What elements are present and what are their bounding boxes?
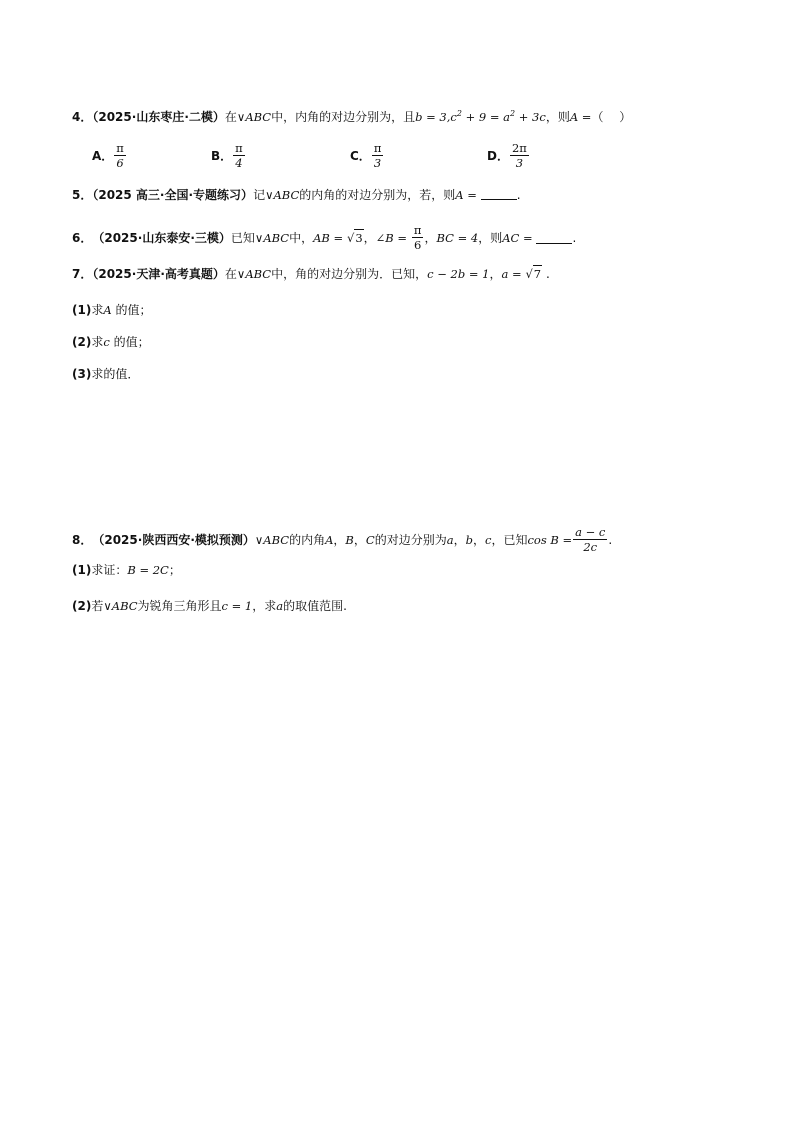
triangle-symbol: ∨ABC bbox=[236, 110, 272, 124]
question-source: （2025 高三·全国·专题练习） bbox=[92, 188, 254, 202]
question-7-part-3: (3)求的值． bbox=[72, 367, 140, 381]
question-source: （2025·陕西西安·模拟预测） bbox=[92, 532, 255, 547]
question-number: 7． bbox=[72, 267, 93, 281]
triangle-symbol: ∨ABC bbox=[254, 230, 290, 245]
condition: $b = 3,c^2 + 9 = a^2 + 3c$ bbox=[415, 109, 546, 124]
question-number: 6． bbox=[72, 230, 93, 245]
triangle-symbol: ∨ABC bbox=[265, 188, 300, 202]
question-6: 6． （2025·山东泰安·三模） 已知 ∨ABC 中， AB = √3 ， ∠B = $\frac{\pi}{6}$ ， BC = 4 ，则 AC = . bbox=[72, 223, 577, 252]
option-c[interactable]: C． $\frac{\pi}{3}$ bbox=[350, 141, 382, 170]
angle-fraction: $\frac{\pi}{6}$ bbox=[413, 223, 422, 252]
answer-blank[interactable] bbox=[536, 231, 572, 244]
question-4: 4．（2025·山东枣庄·二模）在∨ABC中，内角的对边分别为，且$b = 3,c^2 + 9 = a^2 + 3c$，则A =（ ） bbox=[72, 109, 632, 124]
triangle-symbol: ∨ABC bbox=[254, 532, 290, 547]
option-d[interactable]: D． $\frac{2\pi}{3}$ bbox=[487, 141, 527, 170]
sqrt-expression: √7 bbox=[525, 267, 542, 281]
question-source: （2025·山东泰安·三模） bbox=[92, 230, 231, 245]
question-number: 4． bbox=[72, 110, 93, 124]
option-b[interactable]: B． $\frac{\pi}{4}$ bbox=[211, 141, 243, 170]
question-number: 8． bbox=[72, 532, 93, 547]
answer-paren: （ ） bbox=[591, 110, 632, 124]
option-fraction: $\frac{2\pi}{3}$ bbox=[511, 141, 527, 170]
question-7-part-1: (1)求A 的值； bbox=[72, 303, 152, 317]
cos-fraction: $\frac{a - c}{2c}$ bbox=[575, 525, 606, 554]
option-fraction: $\frac{\pi}{4}$ bbox=[235, 141, 243, 170]
question-8-part-1: (1)求证：B = 2C； bbox=[72, 563, 181, 577]
question-number: 5． bbox=[72, 188, 93, 202]
question-8-part-2: (2)若∨ABC为锐角三角形且c = 1，求a的取值范围. bbox=[72, 599, 347, 613]
question-7: 7．（2025·天津·高考真题）在∨ABC中，角的对边分别为．已知，c − 2b = 1，a = √7 . bbox=[72, 267, 550, 281]
question-5: 5．（2025 高三·全国·专题练习）记∨ABC的内角的对边分别为，若，则A = . bbox=[72, 188, 521, 202]
option-fraction: $\frac{\pi}{6}$ bbox=[116, 141, 124, 170]
option-a[interactable]: A． $\frac{\pi}{6}$ bbox=[92, 141, 124, 170]
question-7-part-2: (2)求c 的值； bbox=[72, 335, 150, 349]
sqrt-expression: √3 bbox=[347, 231, 363, 245]
answer-blank[interactable] bbox=[481, 187, 517, 200]
option-fraction: $\frac{\pi}{3}$ bbox=[373, 141, 382, 170]
question-source: （2025·天津·高考真题） bbox=[92, 267, 225, 281]
triangle-symbol: ∨ABC bbox=[236, 267, 272, 281]
question-8: 8． （2025·陕西西安·模拟预测） ∨ABC 的内角 A ， B ， C 的对边分别为 a ， b ， c ，已知 cos B = $\frac{a - c}{2c}$ . bbox=[72, 525, 613, 554]
question-source: （2025·山东枣庄·二模） bbox=[92, 110, 225, 124]
